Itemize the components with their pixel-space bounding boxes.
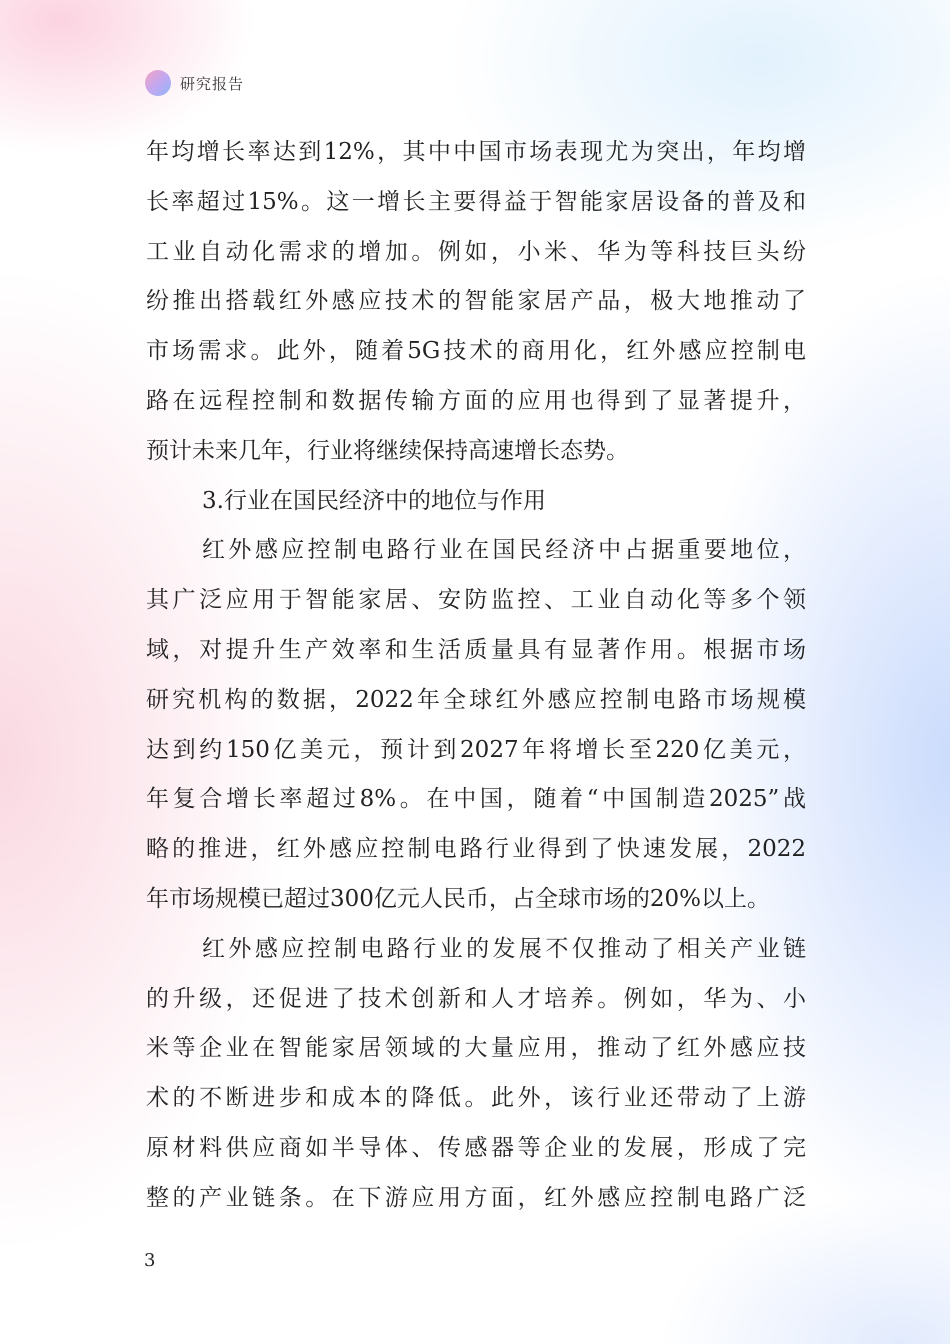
text-line: 长率超过15%。这一增长主要得益于智能家居设备的普及和 — [146, 188, 806, 215]
heading-line: 3.行业在国民经济中的地位与作用 — [202, 487, 546, 514]
text-line: 纷推出搭载红外感应技术的智能家居产品，极大地推动了 — [146, 288, 806, 315]
text-line: 年复合增长率超过8%。在中国，随着“中国制造2025”战 — [146, 786, 806, 813]
text-line: 红外感应控制电路行业的发展不仅推动了相关产业链 — [202, 935, 806, 962]
text-line: 域，对提升生产效率和生活质量具有显著作用。根据市场 — [146, 636, 806, 663]
section-heading — [146, 477, 806, 527]
page-number: 3 — [144, 1250, 156, 1271]
text-line: 达到约150亿美元，预计到2027年将增长至220亿美元， — [146, 736, 806, 763]
text-line: 年市场规模已超过300亿元人民币，占全球市场的20%以上。 — [146, 885, 771, 912]
paragraph — [146, 526, 806, 924]
header-title: 研究报告 — [180, 74, 245, 93]
logo-icon — [145, 70, 171, 96]
text-line: 红外感应控制电路行业在国民经济中占据重要地位， — [202, 537, 806, 564]
text-line: 原材料供应商如半导体、传感器等企业的发展，形成了完 — [146, 1134, 806, 1161]
text-line: 米等企业在智能家居领域的大量应用，推动了红外感应技 — [146, 1035, 806, 1062]
report-header — [145, 68, 244, 98]
paragraph — [146, 925, 806, 1224]
text-line: 市场需求。此外，随着5G技术的商用化，红外感应控制电 — [146, 338, 806, 365]
paragraph — [146, 128, 806, 477]
text-line: 整的产业链条。在下游应用方面，红外感应控制电路广泛 — [146, 1184, 806, 1211]
text-line: 年均增长率达到12%，其中中国市场表现尤为突出，年均增 — [146, 139, 806, 165]
text-line: 的升级，还促进了技术创新和人才培养。例如，华为、小 — [146, 985, 806, 1012]
text-line: 略的推进，红外感应控制电路行业得到了快速发展，2022 — [146, 836, 806, 863]
text-line: 路在远程控制和数据传输方面的应用也得到了显著提升， — [146, 387, 806, 414]
text-line: 术的不断进步和成本的降低。此外，该行业还带动了上游 — [146, 1085, 806, 1112]
text-line: 预计未来几年，行业将继续保持高速增长态势。 — [146, 437, 629, 464]
text-line: 工业自动化需求的增加。例如，小米、华为等科技巨头纷 — [146, 238, 806, 265]
text-line: 研究机构的数据，2022年全球红外感应控制电路市场规模 — [146, 686, 806, 713]
text-line: 其广泛应用于智能家居、安防监控、工业自动化等多个领 — [146, 587, 806, 614]
body-text — [146, 128, 806, 1224]
